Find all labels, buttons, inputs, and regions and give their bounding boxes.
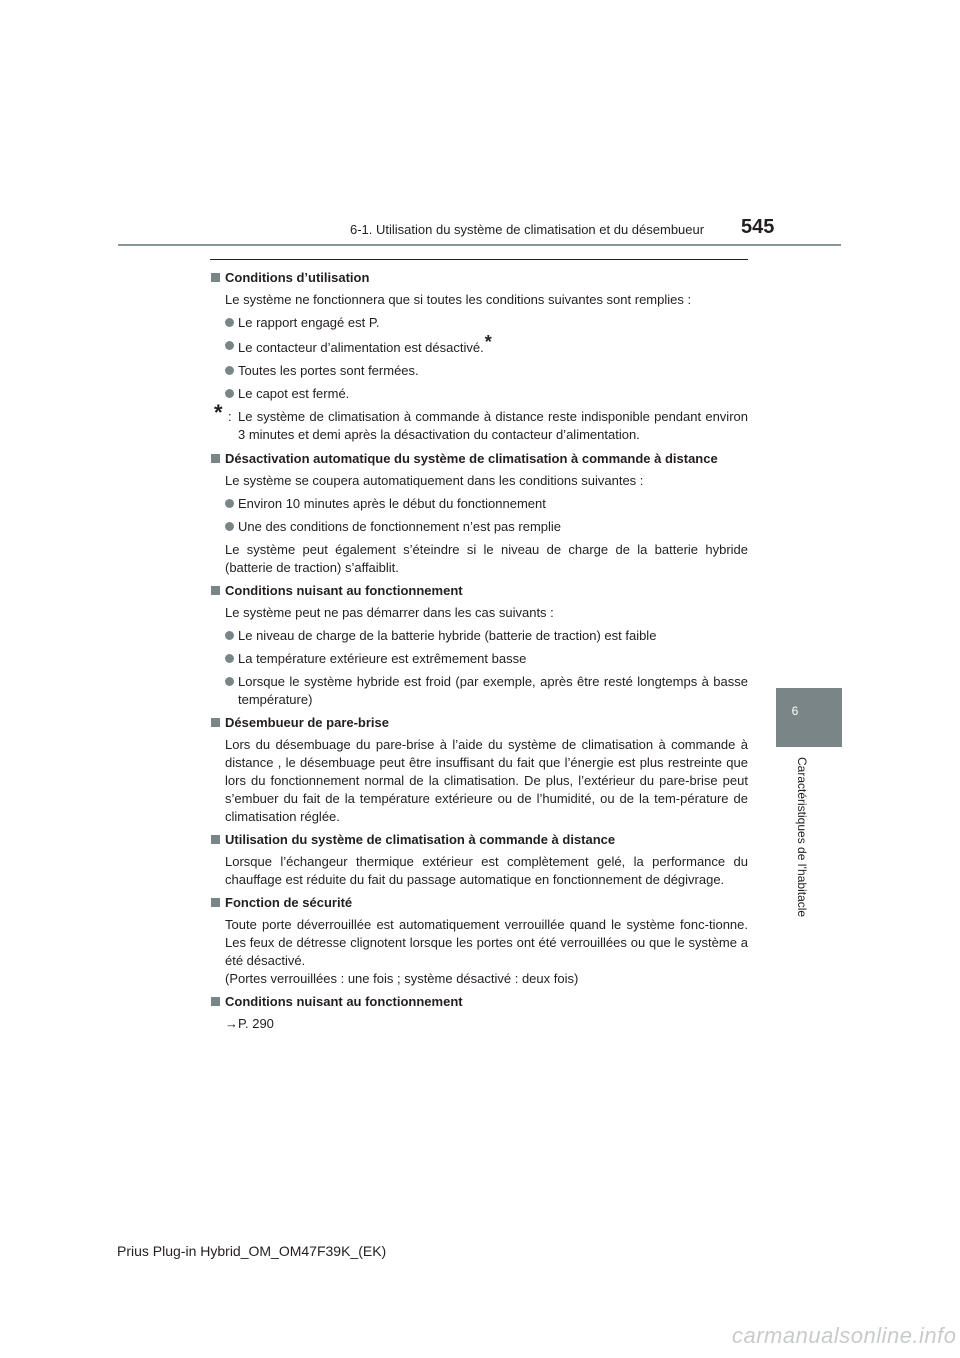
section-body: Lors du désembuage du pare-brise à l’aide du système de climatisation à commande à distance , le désembuage peut être insuffisant du fait que l’énergie est plus restreinte que lors du fonctionnement normal de la climatisation. De plus, l’extérieur du pare-brise peut s’embuer du fait de la température extérieure ou de l’humidité, ou de la tem-pérature de climatisation réglée.: [225, 737, 748, 824]
square-bullet-icon: [211, 586, 220, 595]
circle-bullet-icon: [225, 631, 234, 640]
section-windshield-defogger: [210, 714, 748, 826]
section-heading: Désactivation automatique du système de climatisation à commande à distance: [210, 450, 748, 468]
section-outro: Le système peut également s’éteindre si le niveau de charge de la batterie hybride (batterie de traction) s’affaiblit.: [225, 542, 748, 575]
section-interfering-conditions-ref: [210, 993, 748, 1033]
circle-bullet-icon: [225, 654, 234, 663]
section-heading: Désembueur de pare-brise: [210, 714, 748, 732]
square-bullet-icon: [211, 454, 220, 463]
list-item: Le contacteur d’alimentation est désactivé.*: [225, 337, 748, 357]
section-intro: Le système se coupera automatiquement dans les conditions suivantes :: [225, 473, 644, 488]
document-id: Prius Plug-in Hybrid_OM_OM47F39K_(EK): [117, 1243, 387, 1259]
page-reference-link[interactable]: →P. 290: [225, 1016, 274, 1031]
list-item: La température extérieure est extrêmement basse: [225, 650, 748, 668]
circle-bullet-icon: [225, 522, 234, 531]
circle-bullet-icon: [225, 318, 234, 327]
chapter-tab-label: Caractéristiques de l’habitacle: [795, 757, 809, 918]
list-item: Le capot est fermé.: [225, 385, 748, 403]
header-divider: [118, 244, 841, 246]
section-heading: Conditions nuisant au fonctionnement: [210, 993, 748, 1011]
section-heading: Utilisation du système de climatisation à commande à distance: [210, 831, 748, 849]
list-item: Le niveau de charge de la batterie hybride (batterie de traction) est faible: [225, 627, 748, 645]
section-intro: Le système ne fonctionnera que si toutes les conditions suivantes sont remplies :: [225, 292, 692, 307]
watermark: carmanualsonline.info: [732, 1323, 957, 1348]
page-number: 545: [741, 216, 775, 238]
section-intro: Le système peut ne pas démarrer dans les cas suivants :: [225, 605, 554, 620]
section-interfering-conditions: [210, 582, 748, 709]
section-body: Lorsque l’échangeur thermique extérieur est complètement gelé, la performance du chauffage est réduite du fait du passage automatique en fonctionnement de dégivrage.: [225, 854, 748, 887]
page-content: [210, 269, 748, 1038]
chapter-tab-number: 6: [791, 704, 799, 718]
square-bullet-icon: [211, 997, 220, 1006]
list-item: Le rapport engagé est P.: [225, 314, 748, 332]
circle-bullet-icon: [225, 341, 234, 350]
footnote-marker: *: [484, 332, 492, 352]
section-remote-ac-usage: [210, 831, 748, 889]
square-bullet-icon: [211, 835, 220, 844]
section-auto-shutoff: [210, 450, 748, 577]
square-bullet-icon: [211, 718, 220, 727]
list-item: Environ 10 minutes après le début du fonctionnement: [225, 495, 748, 513]
circle-bullet-icon: [225, 366, 234, 375]
section-heading: Fonction de sécurité: [210, 894, 748, 912]
running-header-title: 6-1. Utilisation du système de climatisation et du désembueur: [350, 222, 705, 237]
section-operating-conditions: [210, 269, 748, 444]
square-bullet-icon: [211, 898, 220, 907]
list-item: Lorsque le système hybride est froid (par exemple, après être resté longtemps à basse température): [225, 673, 748, 709]
circle-bullet-icon: [225, 389, 234, 398]
section-body: Toute porte déverrouillée est automatiquement verrouillée quand le système fonc-tionne. Les feux de détresse clignotent lorsque les portes ont été verrouillées ou que le système a été désactivé.: [225, 917, 748, 968]
list-item: Toutes les portes sont fermées.: [225, 362, 748, 380]
section-heading: Conditions d’utilisation: [210, 269, 748, 287]
list-item: Une des conditions de fonctionnement n’est pas remplie: [225, 518, 748, 536]
section-security-function: [210, 894, 748, 988]
content-divider: [210, 259, 748, 260]
circle-bullet-icon: [225, 677, 234, 686]
footnote: * : Le système de climatisation à commande à distance reste indisponible pendant environ 3 minutes et demi après la désactivation du contacteur d’alimentation.: [214, 400, 748, 442]
section-heading: Conditions nuisant au fonctionnement: [210, 582, 748, 600]
square-bullet-icon: [211, 273, 220, 282]
section-body-note: (Portes verrouillées : une fois ; système désactivé : deux fois): [225, 971, 579, 986]
footnote-marker: *: [214, 400, 223, 425]
circle-bullet-icon: [225, 499, 234, 508]
